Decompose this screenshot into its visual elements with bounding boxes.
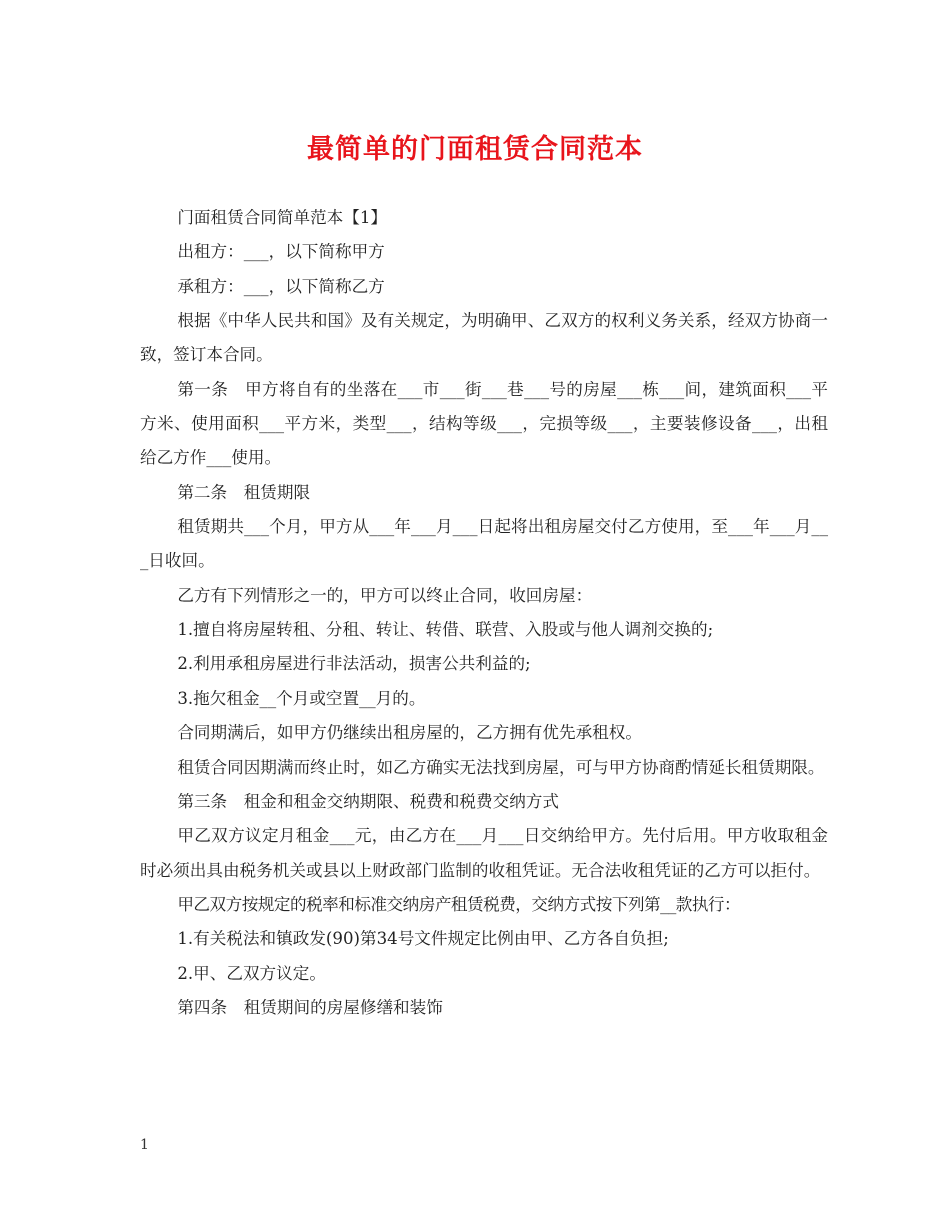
article-2-heading: 第二条 租赁期限 [177,482,311,502]
termination-item-2: 2.利用承租房屋进行非法活动，损害公共利益的; [177,654,531,674]
termination-item-3: 3.拖欠租金__个月或空置__月的。 [177,688,426,708]
document-body [140,201,828,1025]
termination-intro: 乙方有下列情形之一的，甲方可以终止合同，收回房屋： [177,585,593,605]
tax-paragraph: 甲乙双方按规定的税率和标准交纳房产租赁税费，交纳方式按下列第__款执行： [177,894,741,914]
article-4-heading: 第四条 租赁期间的房屋修缮和装饰 [177,997,443,1017]
page-number: 1 [140,1137,149,1153]
article-3-heading: 第三条 租金和租金交纳期限、税费和税费交纳方式 [177,791,559,811]
lessor-line: 出租方：___，以下简称甲方 [177,242,385,262]
lease-term-paragraph: 租赁期共___个月，甲方从___年___月___日起将出租房屋交付乙方使用，至___年___月___日收回。 [140,517,828,571]
section-heading-1: 门面租赁合同简单范本【1】 [177,208,388,227]
extension-paragraph: 租赁合同因期满而终止时，如乙方确实无法找到房屋，可与甲方协商酌情延长租赁期限。 [177,757,825,777]
document-title: 最简单的门面租赁合同范本 [307,134,643,165]
termination-item-1: 1.擅自将房屋转租、分租、转让、转借、联营、入股或与他人调剂交换的; [177,620,714,640]
priority-lease-paragraph: 合同期满后，如甲方仍继续出租房屋的，乙方拥有优先承租权。 [177,723,642,743]
rent-paragraph: 甲乙双方议定月租金___元，由乙方在___月___日交纳给甲方。先付后用。甲方收取租金时必须出具由税务机关或县以上财政部门监制的收租凭证。无合法收租凭证的乙方可以拒付。 [140,826,828,880]
article-1-paragraph: 第一条 甲方将自有的坐落在___市___街___巷___号的房屋___栋___间，建筑面积___平方米、使用面积___平方米，类型___，结构等级___，完损等级___，主要装修设备___，出租给乙方作___使用。 [140,379,828,468]
lessee-line: 承租方：___，以下简称乙方 [177,276,385,296]
preamble-paragraph: 根据《中华人民共和国》及有关规定，为明确甲、乙双方的权利义务关系，经双方协商一致，签订本合同。 [140,311,828,365]
tax-item-2: 2.甲、乙双方议定。 [177,963,326,983]
tax-item-1: 1.有关税法和镇政发(90)第34号文件规定比例由甲、乙方各自负担; [177,929,669,949]
